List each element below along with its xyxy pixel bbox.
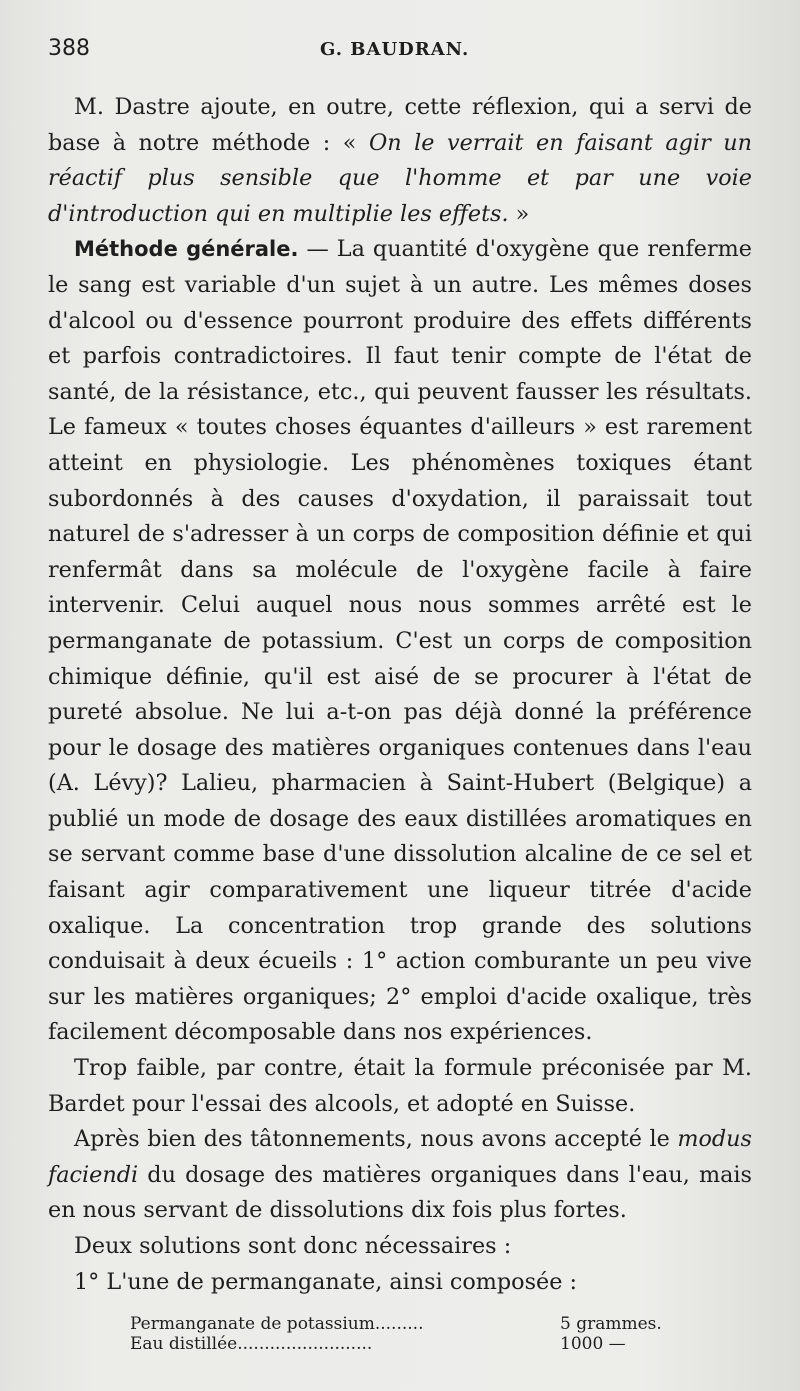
paragraph-tatonnements: [48, 1122, 752, 1229]
italic-quote: On le verrait en faisant agir un réactif plus sensible que l'homme et par une voie d'introduction qui en multiplie les effets.: [48, 129, 752, 227]
ingredient-amount: 1000 —: [560, 1334, 626, 1355]
page-header: [48, 36, 752, 76]
composition-row: [130, 1314, 670, 1334]
ingredient-label: Eau distillée.........................: [130, 1334, 373, 1355]
composition-table: [130, 1314, 670, 1354]
body-text: [48, 90, 752, 1300]
quote-close: »: [508, 200, 530, 227]
page-number: 388: [48, 36, 90, 61]
paragraph-lead: Après bien des tâtonnements, nous avons accepté le: [74, 1126, 678, 1153]
paragraph-methode: [48, 232, 752, 1051]
section-heading: Méthode générale.: [74, 237, 299, 262]
paragraph-body: — La quantité d'oxygène que renferme le sang est variable d'un sujet à un autre. Les mêmes doses d'alcool ou d'essence pourront produire des effets différents et parfois contradictoires. Il faut tenir compte de l'état de santé, de la résistance, etc., qui peuvent fausser les résultats. Le fameux « toutes choses équantes d'ailleurs » est rarement atteint en physiologie. Les phénomènes toxiques étant subordonnés à des causes d'oxydation, il paraissait tout naturel de s'adresser à un corps de composition définie et qui renfermât dans sa molécule de l'oxygène facile à faire intervenir. Celui auquel nous nous sommes arrêté est le permanganate de potassium. C'est un corps de composition chimique définie, qu'il est aisé de se procurer à l'état de pureté absolue. Ne lui a-t-on pas déjà donné la préférence pour le dosage des matières organiques contenues dans l'eau (A. Lévy)? Lalieu, pharmacien à Saint-Hubert (Belgique) a publié un mode de dosage des eaux distillées aromatiques en se servant comme base d'une dissolution alcaline de ce sel et faisant agir comparativement une liqueur titrée d'acide oxalique. La concentration trop grande des solutions conduisait à deux écueils : 1° action comburante un peu vive sur les matières organiques; 2° emploi d'acide oxalique, très facilement décomposable dans nos expériences.: [48, 236, 752, 1046]
paragraph-solutions: Deux solutions sont donc nécessaires :: [74, 1233, 512, 1259]
paragraph-lead: M. Dastre ajoute, en outre, cette réflexion, qui a servi de base à notre méthode : «: [48, 94, 752, 156]
ingredient-amount: 5 grammes.: [560, 1314, 662, 1335]
paragraph-bardet: Trop faible, par contre, était la formule préconisée par M. Bardet pour l'essai des alcools, et adopté en Suisse.: [48, 1055, 752, 1117]
paragraph-dastre: [48, 90, 752, 232]
italic-term: modus faciendi: [48, 1126, 752, 1188]
running-head: G. BAUDRAN.: [320, 39, 470, 60]
ingredient-label: Permanganate de potassium.........: [130, 1314, 424, 1335]
composition-row: [130, 1334, 670, 1354]
paragraph-permanganate: 1° L'une de permanganate, ainsi composée :: [74, 1268, 578, 1295]
paragraph-tail: du dosage des matières organiques dans l'eau, mais en nous servant de dissolutions dix fois plus fortes.: [48, 1161, 752, 1224]
